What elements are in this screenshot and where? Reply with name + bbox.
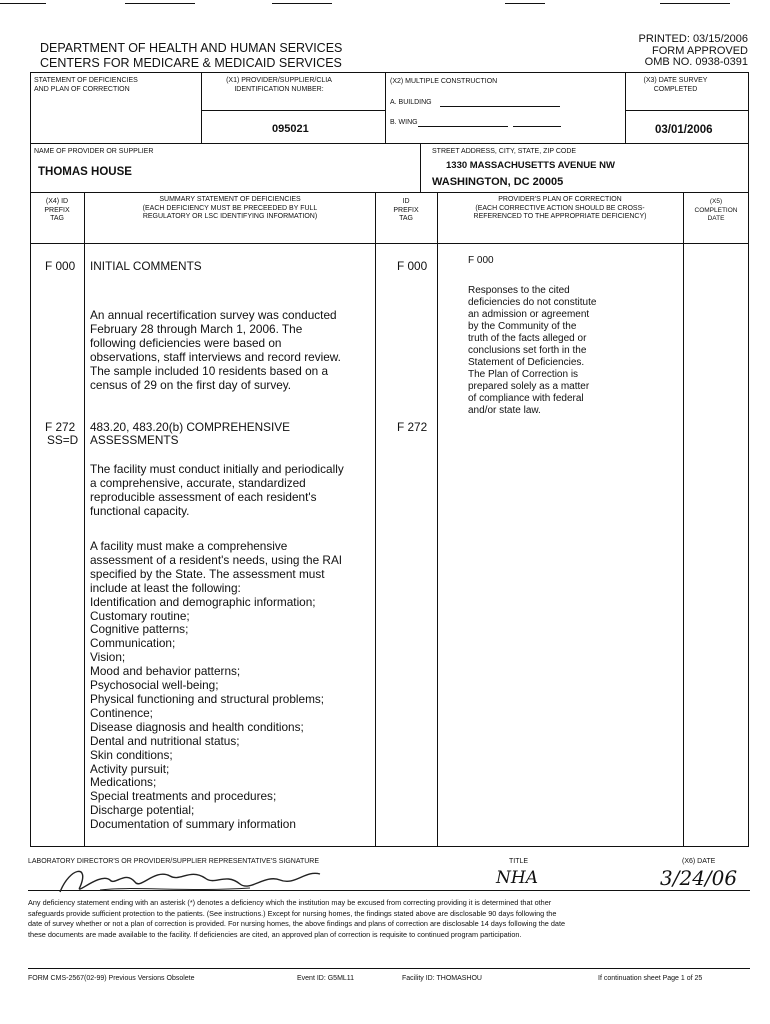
f272-paragraph-2-line: Dental and nutritional status; bbox=[90, 733, 240, 748]
title-value: NHA bbox=[496, 868, 538, 888]
summary-header-3: REGULATORY OR LSC IDENTIFYING INFORMATION) bbox=[142, 213, 318, 220]
plan-header-3: REFERENCED TO THE APPROPRIATE DEFICIENCY) bbox=[473, 213, 647, 220]
x5-header-3: DATE bbox=[707, 215, 725, 222]
f272-paragraph-2-line: Customary routine; bbox=[90, 608, 190, 623]
printed-date: PRINTED: 03/15/2006 bbox=[638, 33, 748, 45]
date-value: 3/24/06 bbox=[660, 866, 738, 890]
plan-f000-line: truth of the facts alleged or bbox=[468, 333, 587, 344]
initial-comments-text bbox=[90, 309, 341, 392]
department-title bbox=[40, 41, 342, 71]
disclaimer-line: Any deficiency statement ending with an asterisk (*) denotes a deficiency which the institution may be excused from correcting providing it is determined that other bbox=[28, 898, 552, 907]
plan-f000-line: and/or state law. bbox=[468, 405, 541, 416]
id-f000: F 000 bbox=[397, 259, 428, 273]
form-approved: FORM APPROVED bbox=[652, 44, 748, 57]
date-survey-value: 03/01/2006 bbox=[655, 124, 713, 136]
initial-comments-line: observations, staff interviews and record review. bbox=[90, 349, 341, 364]
plan-f000-line: of compliance with federal bbox=[468, 393, 584, 404]
x4-header-2: PREFIX bbox=[44, 206, 70, 214]
plan-f000-line: Statement of Deficiencies. bbox=[468, 357, 585, 368]
f272-paragraph-2-line: Communication; bbox=[90, 636, 176, 651]
f272-paragraph-2-line: Skin conditions; bbox=[90, 747, 173, 762]
summary-header bbox=[86, 196, 374, 222]
omb-number: OMB NO. 0938-0391 bbox=[644, 56, 748, 68]
f272-paragraph-1-line: The facility must conduct initially and periodically bbox=[90, 462, 344, 476]
disclaimer-line: date of survey whether or not a plan of correction is provided. For nursing homes, the above findings and plans of correction are disclosable 14 days following the date bbox=[28, 919, 566, 929]
f272-paragraph-2 bbox=[90, 540, 342, 832]
id-f272: F 272 bbox=[397, 420, 428, 434]
signature-label: LABORATORY DIRECTOR'S OR PROVIDER/SUPPLIER REPRESENTATIVE'S SIGNATURE bbox=[28, 858, 320, 865]
plan-f000-line: The Plan of Correction is bbox=[468, 369, 579, 380]
x4-header-1: (X4) ID bbox=[45, 198, 69, 205]
x5-header-2: COMPLETION bbox=[694, 206, 738, 214]
header-right bbox=[639, 34, 748, 69]
title-f272-2: ASSESSMENTS bbox=[90, 433, 179, 447]
f272-paragraph-2-line: specified by the State. The assessment must bbox=[90, 566, 325, 581]
title-f000: INITIAL COMMENTS bbox=[90, 259, 202, 273]
id-header-3: TAG bbox=[399, 215, 413, 222]
f272-paragraph-2-line: Physical functioning and structural problems; bbox=[90, 691, 325, 706]
plan-f000-line: conclusions set forth in the bbox=[468, 345, 587, 356]
statement-label bbox=[34, 77, 138, 94]
address-line2: WASHINGTON, DC 20005 bbox=[432, 176, 564, 188]
plan-header bbox=[439, 196, 681, 222]
statement-label-1: STATEMENT OF DEFICIENCIES bbox=[34, 77, 138, 84]
plan-f000-text bbox=[468, 285, 596, 417]
statement-label-2: AND PLAN OF CORRECTION bbox=[34, 85, 130, 93]
initial-comments-line: The sample included 10 residents based on a bbox=[90, 363, 329, 378]
address-line1: 1330 MASSACHUSETTS AVENUE NW bbox=[446, 160, 615, 171]
f272-paragraph-2-line: Cognitive patterns; bbox=[90, 622, 189, 637]
provider-id-value: 095021 bbox=[272, 123, 309, 135]
footer-page: If continuation sheet Page 1 of 25 bbox=[598, 975, 703, 982]
initial-comments-line: February 28 through March 1, 2006. The bbox=[90, 321, 303, 336]
date-label: (X6) DATE bbox=[682, 858, 716, 865]
f272-paragraph-2-line: A facility must make a comprehensive bbox=[90, 539, 288, 553]
plan-f000-line: an admission or agreement bbox=[468, 309, 590, 320]
f272-paragraph-2-line: Disease diagnosis and health conditions; bbox=[90, 719, 304, 734]
building-label: A. BUILDING bbox=[390, 99, 432, 106]
date-survey-label-2: COMPLETED bbox=[653, 85, 698, 93]
plan-header-2: (EACH CORRECTIVE ACTION SHOULD BE CROSS- bbox=[475, 204, 645, 212]
disclaimer-line: these documents are made available to the facility. If deficiencies are cited, an approved plan of correction is requisite to continued program participation. bbox=[28, 929, 522, 939]
footer-facility: Facility ID: THOMASHOU bbox=[402, 975, 482, 982]
f272-paragraph-2-line: Discharge potential; bbox=[90, 803, 195, 818]
tag-f000: F 000 bbox=[45, 259, 76, 273]
tag-f272: F 272 bbox=[45, 420, 76, 434]
address-label: STREET ADDRESS, CITY, STATE, ZIP CODE bbox=[432, 148, 577, 155]
f272-paragraph-2-line: Special treatments and procedures; bbox=[90, 789, 277, 804]
footer-form: FORM CMS-2567(02-99) Previous Versions Obsolete bbox=[28, 975, 195, 982]
id-header-1: ID bbox=[402, 198, 410, 205]
disclaimer bbox=[28, 898, 750, 940]
provider-name-value: THOMAS HOUSE bbox=[38, 166, 132, 178]
department-line1: DEPARTMENT OF HEALTH AND HUMAN SERVICES bbox=[40, 41, 343, 55]
f272-paragraph-2-line: Vision; bbox=[90, 650, 126, 665]
f272-paragraph-2-line: Psychosocial well-being; bbox=[90, 678, 219, 693]
summary-header-2: (EACH DEFICIENCY MUST BE PRECEEDED BY FULL bbox=[142, 204, 318, 212]
x4-header bbox=[32, 198, 82, 224]
plan-header-1: PROVIDER'S PLAN OF CORRECTION bbox=[498, 196, 622, 203]
provider-id-label-2: IDENTIFICATION NUMBER: bbox=[234, 85, 324, 93]
summary-header-1: SUMMARY STATEMENT OF DEFICIENCIES bbox=[159, 196, 301, 203]
initial-comments-line: An annual recertification survey was conducted bbox=[90, 308, 337, 322]
f272-paragraph-2-line: Activity pursuit; bbox=[90, 761, 170, 776]
date-survey-label bbox=[628, 77, 723, 94]
provider-id-label bbox=[204, 77, 354, 94]
footer-event: Event ID: G5ML11 bbox=[297, 975, 355, 982]
plan-f000-line: prepared solely as a matter bbox=[468, 381, 590, 392]
disclaimer-line: safeguards provide sufficient protection to the patients. (See instructions.) Except for nursing homes, the findings stated above are disclosable 90 days following the bbox=[28, 908, 557, 918]
f272-paragraph-2-line: Mood and behavior patterns; bbox=[90, 664, 241, 679]
plan-f000-head: F 000 bbox=[468, 255, 494, 266]
initial-comments-line: following deficiencies were based on bbox=[90, 335, 282, 350]
title-label: TITLE bbox=[509, 858, 529, 865]
f272-paragraph-2-line: Identification and demographic information; bbox=[90, 594, 316, 609]
provider-id-label-1: (X1) PROVIDER/SUPPLIER/CLIA bbox=[226, 77, 332, 84]
signature-scribble bbox=[40, 862, 350, 898]
initial-comments-line: census of 29 on the first day of survey. bbox=[90, 377, 292, 392]
plan-f000-line: Responses to the cited bbox=[468, 285, 570, 296]
id-header-2: PREFIX bbox=[393, 206, 419, 214]
multiple-construction-label: (X2) MULTIPLE CONSTRUCTION bbox=[390, 78, 498, 85]
f272-paragraph-1 bbox=[90, 463, 344, 519]
f272-paragraph-2-line: include at least the following: bbox=[90, 580, 241, 595]
id-header bbox=[377, 198, 435, 224]
title-f272-1: 483.20, 483.20(b) COMPREHENSIVE bbox=[90, 420, 290, 434]
provider-name-label: NAME OF PROVIDER OR SUPPLIER bbox=[34, 148, 154, 155]
f272-paragraph-2-line: Documentation of summary information bbox=[90, 817, 296, 832]
f272-paragraph-2-line: Continence; bbox=[90, 705, 153, 720]
f272-paragraph-1-line: a comprehensive, accurate, standardized bbox=[90, 475, 306, 490]
wing-label: B. WING bbox=[390, 119, 418, 126]
f272-paragraph-2-line: Medications; bbox=[90, 775, 157, 790]
tag-ss: SS=D bbox=[47, 433, 79, 447]
x4-header-3: TAG bbox=[50, 215, 64, 222]
plan-f000-line: by the Community of the bbox=[468, 321, 577, 332]
f272-paragraph-1-line: functional capacity. bbox=[90, 503, 190, 518]
plan-f000-line: deficiencies do not constitute bbox=[468, 297, 597, 308]
x5-header bbox=[685, 198, 747, 224]
department-line2: CENTERS FOR MEDICARE & MEDICAID SERVICES bbox=[40, 56, 342, 70]
date-survey-label-1: (X3) DATE SURVEY bbox=[643, 77, 708, 84]
f272-paragraph-2-line: assessment of a resident's needs, using the RAI bbox=[90, 552, 343, 567]
x5-header-1: (X5) bbox=[709, 198, 723, 205]
f272-paragraph-1-line: reproducible assessment of each resident's bbox=[90, 489, 317, 504]
